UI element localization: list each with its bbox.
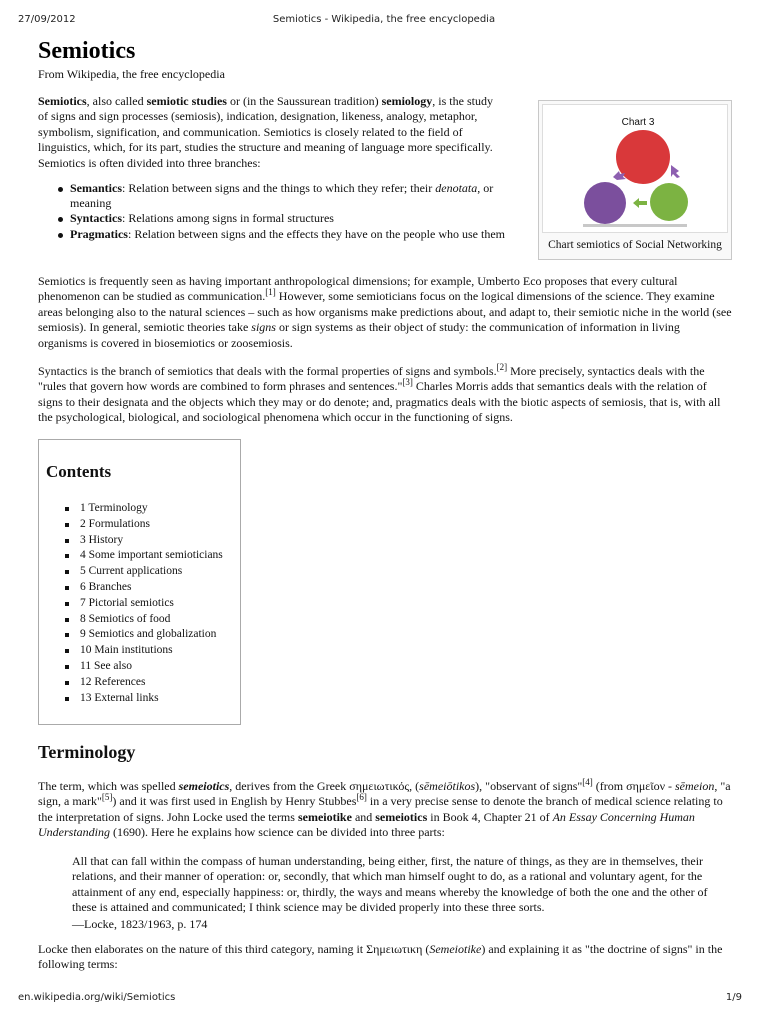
chart-arrow-2 [633,198,647,208]
section-heading-terminology: Terminology [38,742,136,762]
toc-item-pictorial[interactable]: 7 Pictorial semiotics [64,596,223,612]
intro-term: Semiotics [38,94,87,108]
reference-link[interactable]: [6] [356,792,367,803]
page-subtitle: From Wikipedia, the free encyclopedia [38,67,225,81]
toc-item-history[interactable]: 3 History [64,533,223,549]
syntactics-paragraph: Syntactics is the branch of semiotics that deals with the formal properties of signs and symbols.[2] More precisely, syntactics deals with the "rules that govern how words are combined to form phrases and sentences."[3] Charles Morris adds that semantics deals with the relation of signs to their designata and the objects which they may or do denote; and, pragmatics deals with the biotic aspects of semiosis, that is, with all the psychological, biological, and sociological phenomena which occur in the functioning of signs. [38,362,721,425]
chart-red-circle [616,130,670,184]
print-page-title: Semiotics - Wikipedia, the free encyclopedia [272,14,496,25]
terminology-paragraph: The term, which was spelled semeiotics, derives from the Greek σημειωτικός, (sēmeiōtikos), "observant of signs"[4] (from σημεῖον - sēmeion, "a sign, a mark"[5]) and it was first used in English by Henry Stubbes[6] in a very precise sense to denote the branch of medical science relating to the interpretation of signs. John Locke used the terms semeiotike and semeiotics in Book 4, Chapter 21 of An Essay Concerning Human Understanding (1690). Here he explains how science can be divided into three parts: [38,777,731,840]
intro-alt-term-1: semiotic studies [146,94,227,108]
print-url: en.wikipedia.org/wiki/Semiotics [18,992,176,1003]
reference-link[interactable]: [1] [265,287,276,298]
page-number: 1/9 [725,992,742,1003]
toc-item-references[interactable]: 12 References [64,675,223,691]
branch-term[interactable]: Pragmatics [70,226,128,241]
toc-title: Contents [46,462,112,481]
intro-paragraph: Semiotics, also called semiotic studies or (in the Saussurean tradition) semiology, is the study of signs and sign processes (semiosis), indication, designation, likeness, analogy, metaphor, symbolism, signification, and communication. Semiotics is closely related to the field of linguistics, which, for its part, studies the structure and meaning of language more specifically. Semiotics is often divided into three branches: [38,94,493,170]
toc-item-applications[interactable]: 5 Current applications [64,564,223,580]
toc-list [64,501,223,706]
print-footer [0,992,768,1008]
reference-link[interactable]: [3] [402,377,413,388]
list-item: Pragmatics: Relation between signs and the effects they have on the people who use them [38,227,518,242]
reference-link[interactable]: [4] [582,777,593,787]
semiotics-chart-diagram [543,105,727,232]
toc-item-branches[interactable]: 6 Branches [64,580,223,596]
locke-quote [72,854,712,916]
branch-term[interactable]: Semantics [70,181,122,195]
toc-item-globalization[interactable]: 9 Semiotics and globalization [64,627,223,643]
toc-item-semioticians[interactable]: 4 Some important semioticians [64,548,223,564]
toc-item-institutions[interactable]: 10 Main institutions [64,643,223,659]
table-of-contents [38,439,241,725]
chart-purple-circle [584,182,626,224]
anthropology-paragraph: Semiotics is frequently seen as having important anthropological dimensions; for example, Umberto Eco proposes that every cultural phenomenon can be studied as communication.[1] However, some semioticians focus on the logical dimensions of the science. They examine areas belonging also to the natural sciences – such as how organisms make predictions about, and adapt to, their semiotic niche in the world (see semiosis). In general, semiotic theories take signs or sign systems as their object of study: the communication of information in living organisms is covered in biosemiotics or zoosemiosis. [38,274,732,350]
toc-item-formulations[interactable]: 2 Formulations [64,517,223,533]
branch-term[interactable]: Syntactics [70,211,122,226]
quote-text: All that can fall within the compass of human understanding, being either, first, the nature of things, as they are in themselves, their relations, and their manner of operation: or, secondly, that which man himself ought to do, as a rational and voluntary agent, for the attainment of any end, especially happiness: or, thirdly, the ways and means whereby the knowledge of both the one and the other of these is attained and communicated; I think science may be divided properly into these three sorts. [72,854,708,915]
toc-item-food[interactable]: 8 Semiotics of food [64,612,223,628]
list-item: Semantics: Relation between signs and the things to which they refer; their denotata, or meaning [38,181,518,211]
list-item: Syntactics: Relations among signs in formal structures [38,211,518,226]
print-header [0,14,768,30]
article-content [38,38,732,972]
quote-attribution: —Locke, 1823/1963, p. 174 [72,917,208,931]
chart-green-circle [650,183,688,221]
toc-item-see-also[interactable]: 11 See also [64,659,223,675]
toc-item-terminology[interactable]: 1 Terminology [64,501,223,517]
chart-footnote-line [583,224,687,227]
chart-title: Chart 3 [621,117,655,128]
locke-paragraph: Locke then elaborates on the nature of this third category, naming it Σημειωτικη (Semeiotike) and explaining it as "the doctrine of signs" in the following terms: [38,942,723,972]
chart-image[interactable] [542,104,728,233]
reference-link[interactable]: [2] [496,362,508,372]
page-title: Semiotics [38,38,136,64]
print-date: 27/09/2012 [18,14,76,25]
toc-item-external-links[interactable]: 13 External links [64,691,223,707]
chart-figure[interactable] [538,100,732,260]
figure-caption: Chart semiotics of Social Networking [548,239,722,251]
branch-list [38,181,518,242]
reference-link[interactable]: [5] [101,792,113,803]
intro-alt-term-2: semiology [381,94,433,108]
chart-arrow-1 [671,165,680,178]
